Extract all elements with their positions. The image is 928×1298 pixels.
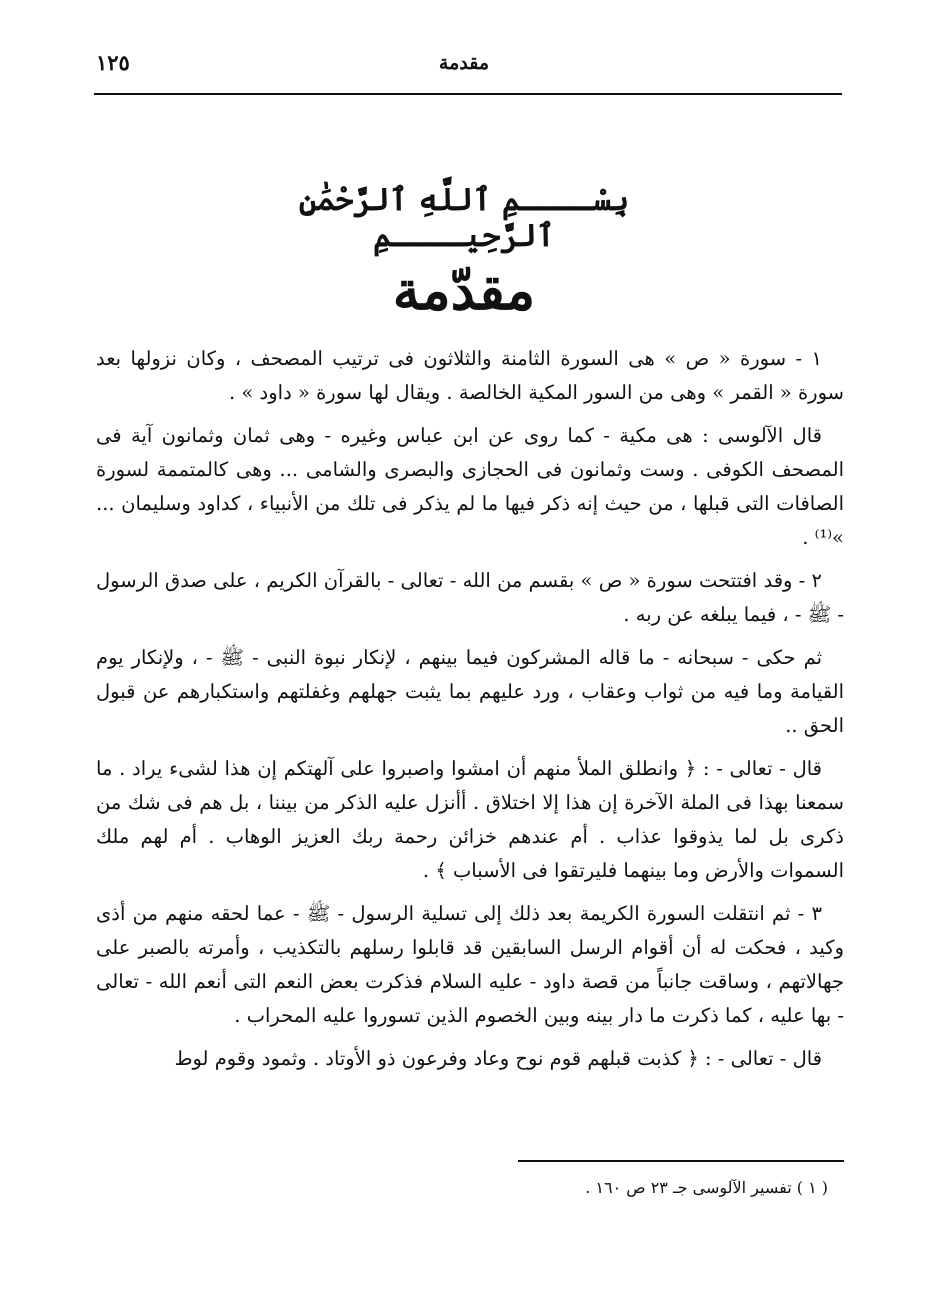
paragraph: قال - تعالى - : ﴿ كذبت قبلهم قوم نوح وعاد وفرعون ذو الأوتاد . وثمود وقوم لوط	[174, 1047, 822, 1070]
body-text	[96, 342, 844, 1085]
header-rule	[94, 93, 842, 95]
page-number: ١٢٥	[96, 50, 130, 75]
paragraph: قال الآلوسى : هى مكية - كما روى عن ابن عباس وغيره - وهى ثمان وثمانون آية فى المصحف الكوفى . وست وثمانون فى الحجازى والبصرى والشامى ... وهى كالمتممة لسورة الصافات التى قبلها ، من حيث إنه ذكر فيها ما لم يذكر فى تلك من الأنبياء ، كداود وسليمان ... »⁽¹⁾ .	[96, 424, 844, 549]
running-title: مقدمة	[438, 52, 490, 74]
paragraph: قال - تعالى - : ﴿ وانطلق الملأ منهم أن امشوا واصبروا على آلهتكم إن هذا لشىء يراد . ما سمعنا بهذا فى الملة الآخرة إن هذا إلا اختلاق . أأنزل عليه الذكر من بيننا ، بل هم فى شك من ذكرى بل لما يذوقوا عذاب . أم عندهم خزائن رحمة ربك العزيز الوهاب . أم لهم ملك السموات والأرض وما بينهما فليرتقوا فى الأسباب ﴾ .	[96, 757, 844, 882]
footnote-rule	[518, 1160, 844, 1162]
paragraph: ١ - سورة « ص » هى السورة الثامنة والثلاثون فى ترتيب المصحف ، وكان نزولها بعد سورة « القمر » وهى من السور المكية الخالصة . ويقال لها سورة « داود » .	[96, 347, 844, 404]
footnote: ( ١ ) تفسير الآلوسى جـ ٢٣ ص ١٦٠ .	[585, 1178, 828, 1197]
paragraph: ٢ - وقد افتتحت سورة « ص » بقسم من الله - تعالى - بالقرآن الكريم ، على صدق الرسول - ﷺ - ، فيما يبلغه عن ربه .	[96, 569, 844, 626]
paragraph: ثم حكى - سبحانه - ما قاله المشركون فيما بينهم ، لإنكار نبوة النبى - ﷺ - ، ولإنكار يوم القيامة وما فيه من ثواب وعقاب ، ورد عليهم بما يثبت جهلهم وغفلتهم واستكبارهم عن قبول الحق ..	[96, 646, 844, 737]
paragraph: ٣ - ثم انتقلت السورة الكريمة بعد ذلك إلى تسلية الرسول - ﷺ - عما لحقه منهم من أذى وكيد ، فحكت له أن أقوام الرسل السابقين قد قابلوا رسلهم بالتكذيب ، وأمرته بالصبر على جهالاتهم ، وساقت جانباً من قصة داود - عليه السلام فذكرت بعض النعم التى أنعم الله - تعالى - بها عليه ، كما ذكرت ما دار بينه وبين الخصوم الذين تسوروا عليه المحراب .	[96, 902, 844, 1027]
basmala-calligraphy: بِسْــــمِ ٱللَّهِ ٱلرَّحْمَٰنِ ٱلرَّحِيــــمِ	[298, 182, 630, 254]
chapter-title: مقدّمة	[392, 258, 536, 322]
